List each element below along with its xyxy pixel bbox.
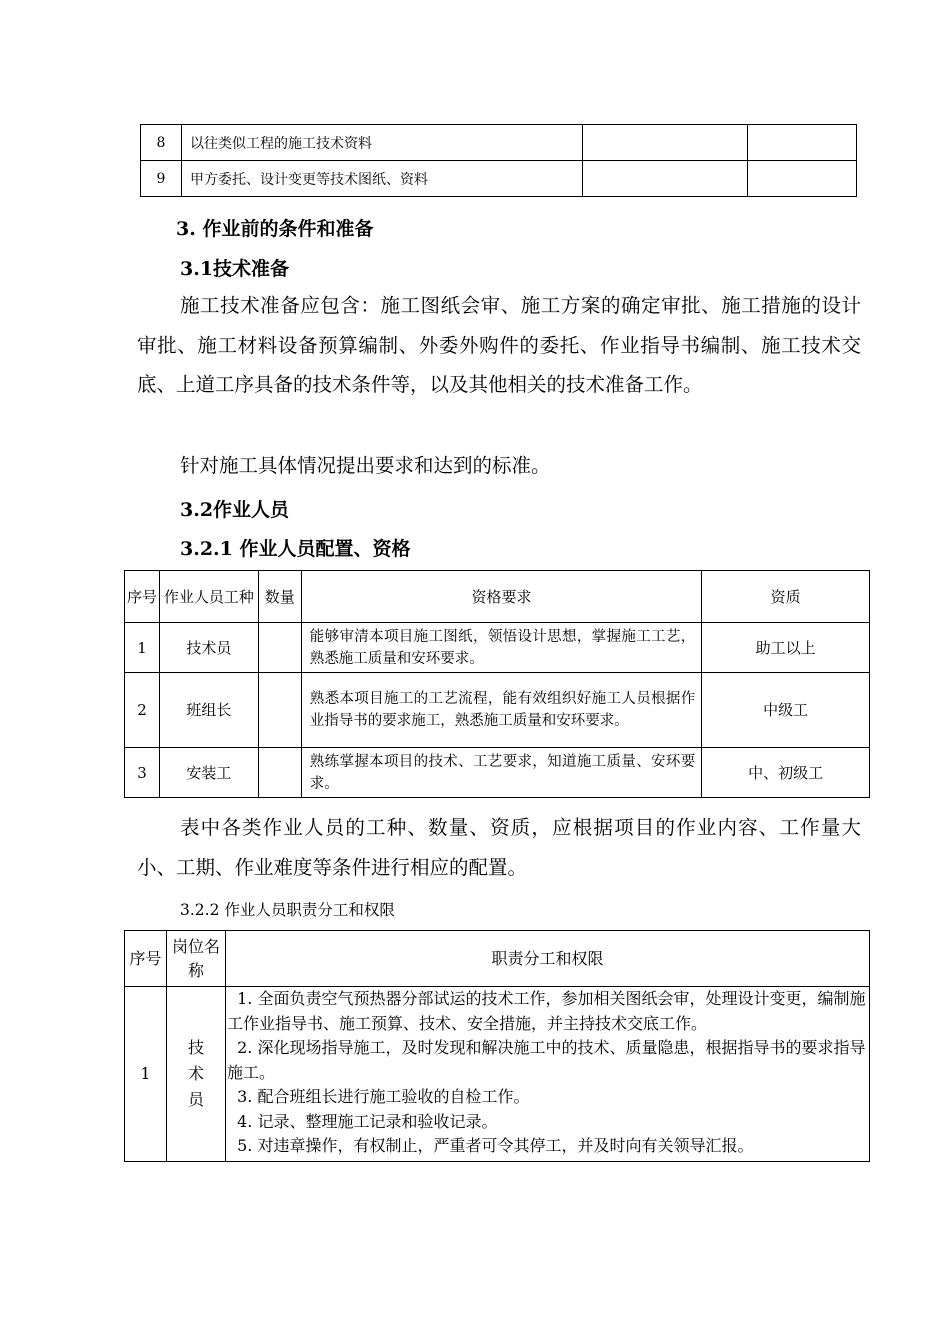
qualification-level: 中级工	[702, 673, 870, 748]
row-number: 8	[141, 125, 182, 161]
column-header: 岗位名称	[166, 931, 225, 987]
row-number: 2	[125, 673, 160, 748]
worker-quantity	[258, 748, 301, 798]
qualification-level: 中、初级工	[702, 748, 870, 798]
document-name: 甲方委托、设计变更等技术图纸、资料	[181, 161, 582, 197]
qualification-level: 助工以上	[702, 623, 870, 673]
table-row	[125, 748, 870, 798]
worker-type: 班组长	[159, 673, 258, 748]
column-header: 资格要求	[301, 571, 701, 623]
qualification-requirement: 熟悉本项目施工的工艺流程，能有效组织好施工人员根据作业指导书的要求施工，熟悉施工质量和安环要求。	[301, 673, 701, 748]
empty-cell	[748, 161, 857, 197]
section-heading: 3. 作业前的条件和准备	[176, 218, 374, 240]
table-header-row	[125, 931, 870, 987]
body-paragraph: 施工技术准备应包含：施工图纸会审、施工方案的确定审批、施工措施的设计审批、施工材料设备预算编制、外委外购件的委托、作业指导书编制、施工技术交底、上道工序具备的技术条件等，以及其他相关的技术准备工作。	[137, 294, 861, 396]
reference-documents-table	[140, 124, 857, 197]
duty-item: 5. 对违章操作，有权制止，严重者可令其停工，并及时向有关领导汇报。	[226, 1136, 754, 1155]
body-paragraph: 表中各类作业人员的工种、数量、资质，应根据项目的作业内容、工作量大小、工期、作业难度等条件进行相应的配置。	[137, 816, 861, 879]
row-number: 1	[125, 623, 160, 673]
table-row	[125, 623, 870, 673]
worker-quantity	[258, 673, 301, 748]
empty-cell	[583, 125, 748, 161]
duty-list	[225, 987, 869, 1162]
table-row	[125, 673, 870, 748]
subsection-heading: 3.2.1 作业人员配置、资格	[180, 538, 411, 560]
empty-cell	[583, 161, 748, 197]
column-header: 资质	[702, 571, 870, 623]
personnel-qualification-table	[124, 570, 870, 798]
body-paragraph: 针对施工具体情况提出要求和达到的标准。	[180, 454, 551, 477]
column-header: 作业人员工种	[159, 571, 258, 623]
column-header: 数量	[258, 571, 301, 623]
subsection-heading: 3.1技术准备	[180, 258, 290, 280]
qualification-requirement: 能够审清本项目施工图纸，领悟设计思想，掌握施工工艺，熟悉施工质量和安环要求。	[301, 623, 701, 673]
row-number: 1	[125, 987, 167, 1162]
post-name: 技术员	[166, 987, 225, 1162]
table-header-row	[125, 571, 870, 623]
column-header: 职责分工和权限	[225, 931, 869, 987]
table-row	[125, 987, 870, 1162]
row-number: 9	[141, 161, 182, 197]
document-name: 以往类似工程的施工技术资料	[181, 125, 582, 161]
empty-cell	[748, 125, 857, 161]
duty-item: 2. 深化现场指导施工，及时发现和解决施工中的技术、质量隐患，根据指导书的要求指导施工。	[226, 1038, 866, 1082]
column-header: 序号	[125, 571, 160, 623]
worker-type: 技术员	[159, 623, 258, 673]
column-header: 序号	[125, 931, 167, 987]
duty-item: 4. 记录、整理施工记录和验收记录。	[226, 1111, 498, 1131]
subsection-heading: 3.2作业人员	[180, 499, 290, 521]
row-number: 3	[125, 748, 160, 798]
worker-quantity	[258, 623, 301, 673]
duty-item: 3. 配合班组长进行施工验收的自检工作。	[226, 1087, 530, 1106]
worker-type: 安装工	[159, 748, 258, 798]
duties-table	[124, 930, 870, 1162]
table-row	[141, 161, 857, 197]
subsection-heading: 3.2.2 作业人员职责分工和权限	[180, 901, 395, 919]
table-row	[141, 125, 857, 161]
duty-item: 1. 全面负责空气预热器分部试运的技术工作，参加相关图纸会审，处理设计变更，编制施工作业指导书、施工预算、技术、安全措施，并主持技术交底工作。	[226, 989, 866, 1033]
qualification-requirement: 熟练掌握本项目的技术、工艺要求，知道施工质量、安环要求。	[301, 748, 701, 798]
